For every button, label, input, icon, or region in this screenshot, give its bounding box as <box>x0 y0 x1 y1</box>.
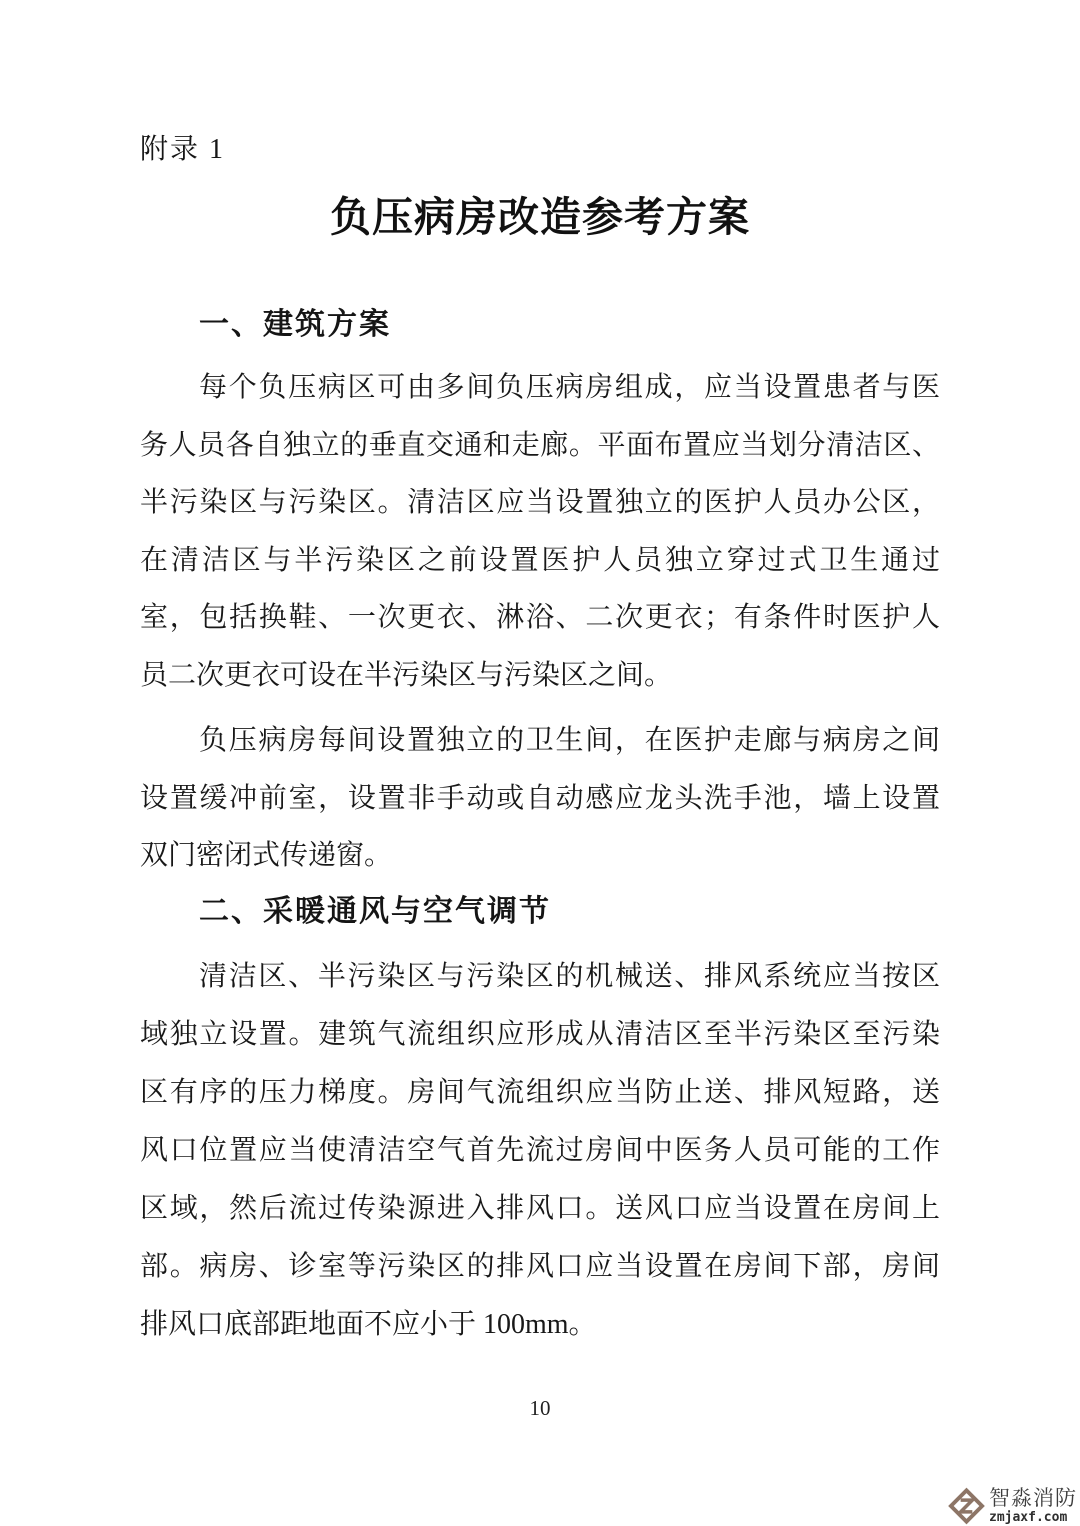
text-line: 部。病房、诊室等污染区的排风口应当设置在房间下部，房间 <box>140 1251 940 1282</box>
brand-watermark <box>948 1487 1077 1525</box>
text-line: 半污染区与污染区。清洁区应当设置独立的医护人员办公区， <box>140 487 940 518</box>
text-line: 区域，然后流过传染源进入排风口。送风口应当设置在房间上 <box>140 1193 940 1224</box>
text-line: 在清洁区与半污染区之前设置医护人员独立穿过式卫生通过 <box>140 544 940 576</box>
text-line: 双门密闭式传递窗。 <box>140 840 393 871</box>
watermark-brand-name: 智淼消防 <box>989 1486 1077 1510</box>
document-title: 负压病房改造参考方案 <box>330 194 750 240</box>
text-line: 每个负压病区可由多间负压病房组成，应当设置患者与医 <box>199 372 940 403</box>
text-line: 务人员各自独立的垂直交通和走廊。平面布置应当划分清洁区、 <box>140 429 940 461</box>
text-line: 清洁区、半污染区与污染区的机械送、排风系统应当按区 <box>199 961 940 992</box>
watermark-text <box>989 1488 1077 1525</box>
text-line: 风口位置应当使清洁空气首先流过房间中医务人员可能的工作 <box>140 1135 940 1166</box>
paragraph-building-2 <box>140 712 940 885</box>
watermark-domain: zmjaxf.com <box>989 1509 1068 1525</box>
section-heading-building-plan: 一、建筑方案 <box>199 308 391 341</box>
section-heading-hvac: 二、采暖通风与空气调节 <box>199 895 551 928</box>
appendix-label: 附录 1 <box>140 134 226 165</box>
page-number: 10 <box>529 1396 551 1420</box>
zm-diamond-logo-icon <box>948 1487 985 1525</box>
text-line: 排风口底部距地面不应小于 100mm。 <box>140 1309 597 1340</box>
paragraph-building-1 <box>140 359 940 704</box>
text-line: 设置缓冲前室，设置非手动或自动感应龙头洗手池，墙上设置 <box>140 782 940 814</box>
text-line: 员二次更衣可设在半污染区与污染区之间。 <box>140 659 673 691</box>
text-line: 区有序的压力梯度。房间气流组织应当防止送、排风短路，送 <box>140 1077 940 1108</box>
text-line: 室，包括换鞋、一次更衣、淋浴、二次更衣；有条件时医护人 <box>140 602 940 633</box>
text-line: 域独立设置。建筑气流组织应形成从清洁区至半污染区至污染 <box>140 1019 940 1050</box>
paragraph-hvac-1 <box>140 948 940 1354</box>
text-line: 负压病房每间设置独立的卫生间，在医护走廊与病房之间 <box>199 725 940 756</box>
